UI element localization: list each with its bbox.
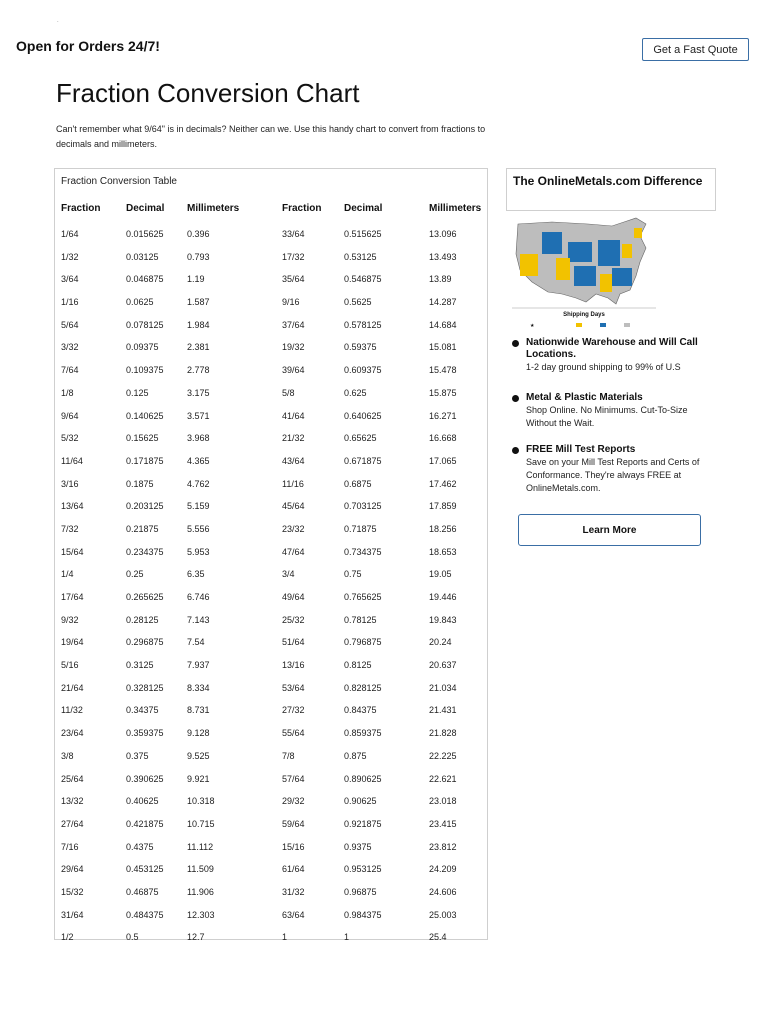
table-row	[55, 456, 487, 479]
table-cell: 0.875	[344, 750, 367, 761]
table-cell: 0.8125	[344, 660, 372, 671]
table-row	[55, 274, 487, 297]
table-cell: 17.462	[429, 478, 457, 489]
feature-desc: Shop Online. No Minimums. Cut-To-Size Without the Wait.	[526, 405, 688, 428]
table-cell: 11.112	[187, 841, 214, 852]
table-row	[55, 819, 487, 842]
table-cell: 15.875	[429, 387, 457, 398]
table-cell: 15/32	[61, 886, 84, 897]
learn-more-button[interactable]: Learn More	[518, 514, 701, 546]
table-cell: 1	[282, 932, 288, 943]
table-cell: 13/16	[282, 660, 305, 671]
table-cell: 7.143	[187, 614, 210, 625]
feature-test-reports	[512, 444, 712, 495]
table-cell: 7.54	[187, 637, 205, 648]
table-cell: 0.640625	[344, 410, 382, 421]
table-cell: 0.4375	[126, 841, 154, 852]
table-cell: 59/64	[282, 818, 305, 829]
table-cell: 23.415	[429, 818, 457, 829]
feature-materials	[512, 392, 712, 430]
table-cell: 0.375	[126, 750, 149, 761]
table-cell: 0.859375	[344, 728, 382, 739]
table-cell: 13.89	[429, 274, 452, 285]
table-cell: 0.046875	[126, 274, 164, 285]
table-cell: 0.40625	[126, 796, 159, 807]
table-row	[55, 252, 487, 275]
table-cell: 3/64	[61, 274, 79, 285]
table-cell: 2.778	[187, 365, 210, 376]
table-cell: 16.668	[429, 433, 457, 444]
table-cell: 13/32	[61, 796, 84, 807]
table-row	[55, 864, 487, 887]
feature-desc: 1-2 day ground shipping to 99% of U.S	[526, 362, 681, 372]
table-cell: 0.578125	[344, 319, 382, 330]
table-row	[55, 751, 487, 774]
table-cell: 0.265625	[126, 592, 164, 602]
table-cell: 0.734375	[344, 546, 382, 557]
table-cell: 0.793	[187, 251, 210, 262]
table-cell: 0.34375	[126, 705, 159, 716]
table-cell: 21/32	[282, 433, 305, 444]
two-day-swatch	[600, 323, 606, 327]
table-cell: 0.328125	[126, 682, 164, 693]
header-fraction-2: Fraction	[282, 203, 322, 214]
table-cell: 23/64	[61, 728, 84, 739]
table-cell: 1.587	[187, 297, 210, 308]
table-cell: 17.859	[429, 501, 457, 512]
table-cell: 3.571	[187, 410, 210, 421]
table-cell: 20.637	[429, 660, 457, 671]
table-row	[55, 796, 487, 819]
table-cell: 9.921	[187, 773, 210, 784]
table-cell: 0.59375	[344, 342, 377, 353]
table-cell: 0.546875	[344, 274, 382, 285]
table-cell: 1.19	[187, 274, 205, 285]
table-cell: 4.365	[187, 455, 210, 466]
table-cell: 45/64	[282, 501, 305, 512]
table-cell: 0.0625	[126, 297, 154, 308]
table-row	[55, 705, 487, 728]
header-decimal-2: Decimal	[344, 203, 383, 214]
table-cell: 11/64	[61, 455, 83, 466]
table-cell: 0.53125	[344, 251, 377, 262]
table-cell: 3/4	[282, 569, 295, 580]
table-cell: 27/32	[282, 705, 305, 716]
table-cell: 19/64	[61, 637, 84, 648]
table-row	[55, 320, 487, 343]
sidebar-title: The OnlineMetals.com Difference	[506, 168, 716, 211]
table-cell: 0.828125	[344, 682, 382, 693]
table-cell: 10.318	[187, 796, 215, 807]
table-cell: 15.478	[429, 365, 457, 376]
table-cell: 11.509	[187, 864, 214, 875]
table-cell: 0.765625	[344, 592, 382, 602]
table-cell: 0.09375	[126, 342, 159, 353]
table-cell: 0.296875	[126, 637, 164, 648]
table-cell: 0.6875	[344, 478, 372, 489]
table-cell: 0.515625	[344, 229, 382, 239]
feature-title: Nationwide Warehouse and Will Call Locations.	[526, 337, 698, 360]
table-cell: 24.606	[429, 886, 457, 897]
table-cell: 0.15625	[126, 433, 159, 444]
table-cell: 7/16	[61, 841, 79, 852]
table-cell: 15/16	[282, 841, 305, 852]
table-cell: 41/64	[282, 410, 305, 421]
table-cell: 23.018	[429, 796, 457, 807]
one-day-swatch	[576, 323, 582, 327]
warehouse-star-icon: ★	[530, 323, 535, 329]
table-row	[55, 433, 487, 456]
table-cell: 8.334	[187, 682, 210, 693]
table-cell: 0.421875	[126, 818, 164, 829]
bullet-dot	[512, 395, 519, 402]
table-cell: 43/64	[282, 455, 305, 466]
table-cell: 57/64	[282, 773, 305, 784]
table-cell: 31/64	[61, 909, 84, 920]
intro-text: Can't remember what 9/64" is in decimals? Neither can we. Use this handy chart to convert from fractions to decimals and millimeters.	[56, 124, 486, 149]
table-row	[55, 660, 487, 683]
table-cell: 35/64	[282, 274, 305, 285]
table-cell: 17/32	[282, 251, 305, 262]
fast-quote-button[interactable]: Get a Fast Quote	[642, 38, 749, 61]
table-cell: 18.256	[429, 523, 457, 534]
table-cell: 0.5625	[344, 297, 372, 308]
table-cell: 0.171875	[126, 455, 164, 466]
table-cell: 21.828	[429, 728, 457, 739]
table-cell: 9/16	[282, 297, 300, 308]
table-cell: 16.271	[429, 410, 457, 421]
table-cell: 19/32	[282, 342, 305, 353]
table-cell: 0.75	[344, 569, 362, 580]
table-cell: 11/32	[61, 705, 83, 716]
table-cell: 7/64	[61, 365, 79, 376]
table-cell: 11/16	[282, 478, 304, 489]
table-cell: 7/32	[61, 523, 79, 534]
header-millimeters-2: Millimeters	[429, 203, 482, 214]
table-cell: 3/32	[61, 342, 79, 353]
table-cell: 49/64	[282, 592, 305, 602]
table-cell: 27/64	[61, 818, 84, 829]
table-cell: 0.796875	[344, 637, 382, 648]
table-body	[55, 229, 487, 955]
table-cell: 0.359375	[126, 728, 164, 739]
table-cell: 24.209	[429, 864, 457, 875]
orders-banner: Open for Orders 24/7!	[16, 38, 160, 54]
feature-desc: Save on your Mill Test Reports and Certs of Conformance. They're always FREE at OnlineMetals.com.	[526, 457, 700, 493]
table-row	[55, 637, 487, 660]
table-cell: 17/64	[61, 592, 84, 602]
table-cell: 29/32	[282, 796, 305, 807]
shipping-map	[512, 214, 656, 332]
table-row	[55, 297, 487, 320]
table-cell: 0.96875	[344, 886, 377, 897]
table-cell: 9.128	[187, 728, 210, 739]
table-cell: 5.556	[187, 523, 210, 534]
table-cell: 12.303	[187, 909, 215, 920]
table-cell: 55/64	[282, 728, 305, 739]
table-row	[55, 365, 487, 388]
table-row	[55, 728, 487, 751]
table-cell: 0.21875	[126, 523, 159, 534]
table-row	[55, 229, 487, 252]
table-cell: 17.065	[429, 455, 457, 466]
table-cell: 0.921875	[344, 818, 382, 829]
table-cell: 5/32	[61, 433, 79, 444]
table-cell: 0.625	[344, 387, 367, 398]
table-cell: 5.159	[187, 501, 210, 512]
table-cell: 0.78125	[344, 614, 377, 625]
table-cell: 23.812	[429, 841, 457, 852]
feature-title: FREE Mill Test Reports	[526, 444, 636, 455]
table-cell: 25.003	[429, 909, 457, 920]
table-cell: 5/64	[61, 319, 79, 330]
bullet-dot	[512, 447, 519, 454]
table-cell: 47/64	[282, 546, 305, 557]
table-cell: 0.015625	[126, 229, 164, 239]
table-cell: 3.968	[187, 433, 210, 444]
conversion-table	[54, 168, 488, 943]
table-cell: 1/4	[61, 569, 74, 580]
table-cell: 53/64	[282, 682, 305, 693]
table-cell: 0.234375	[126, 546, 164, 557]
table-cell: 15/64	[61, 546, 84, 557]
table-cell: 39/64	[282, 365, 305, 376]
table-cell: 25/64	[61, 773, 84, 784]
table-cell: 19.05	[429, 569, 452, 580]
table-row	[55, 388, 487, 411]
table-cell: 0.46875	[126, 886, 159, 897]
header-millimeters-1: Millimeters	[187, 203, 240, 214]
table-cell: 1/64	[61, 229, 79, 239]
table-cell: 0.953125	[344, 864, 382, 875]
table-row	[55, 342, 487, 365]
table-cell: 5/8	[282, 387, 295, 398]
table-cell: 1.984	[187, 319, 210, 330]
table-cell: 0.1875	[126, 478, 154, 489]
table-cell: 22.225	[429, 750, 457, 761]
table-cell: 21/64	[61, 682, 84, 693]
table-row	[55, 615, 487, 638]
table-row	[55, 683, 487, 706]
table-cell: 14.287	[429, 297, 457, 308]
table-cell: 6.746	[187, 592, 210, 602]
table-caption: Fraction Conversion Table	[61, 176, 177, 187]
table-cell: 51/64	[282, 637, 305, 648]
map-legend	[530, 323, 630, 329]
table-cell: 13/64	[61, 501, 84, 512]
table-cell: 0.984375	[344, 909, 382, 920]
table-cell: 0.140625	[126, 410, 164, 421]
table-cell: 25.4	[429, 932, 447, 943]
table-cell: 61/64	[282, 864, 305, 875]
table-cell: 1/8	[61, 387, 74, 398]
table-cell: 21.431	[429, 705, 457, 716]
table-cell: 0.453125	[126, 864, 164, 875]
table-cell: 1/2	[61, 932, 74, 943]
table-cell: 5.953	[187, 546, 210, 557]
table-cell: 0.5	[126, 932, 139, 943]
header-decimal-1: Decimal	[126, 203, 165, 214]
table-cell: 7/8	[282, 750, 295, 761]
table-cell: 6.35	[187, 569, 205, 580]
table-cell: 0.3125	[126, 660, 154, 671]
table-cell: 15.081	[429, 342, 457, 353]
table-cell: 0.90625	[344, 796, 377, 807]
table-cell: 3/8	[61, 750, 74, 761]
table-cell: 0.078125	[126, 319, 164, 330]
table-cell: 20.24	[429, 637, 452, 648]
table-row	[55, 501, 487, 524]
table-cell: 3/16	[61, 478, 79, 489]
table-cell: 3.175	[187, 387, 210, 398]
table-cell: 0.390625	[126, 773, 164, 784]
page-dot: .	[57, 18, 59, 24]
shipping-days-heading: Shipping Days	[563, 312, 605, 318]
table-row	[55, 592, 487, 615]
table-cell: 0.65625	[344, 433, 377, 444]
table-cell: 29/64	[61, 864, 84, 875]
table-cell: 0.609375	[344, 365, 382, 376]
table-cell: 18.653	[429, 546, 457, 557]
table-cell: 4.762	[187, 478, 210, 489]
table-row	[55, 887, 487, 910]
three-day-regions	[576, 226, 606, 240]
table-cell: 22.621	[429, 773, 457, 784]
table-row	[55, 842, 487, 865]
feature-title: Metal & Plastic Materials	[526, 392, 643, 403]
table-cell: 13.096	[429, 229, 457, 239]
page-title: Fraction Conversion Chart	[56, 78, 360, 108]
table-cell: 0.25	[126, 569, 144, 580]
table-cell: 10.715	[187, 818, 215, 829]
table-cell: 0.84375	[344, 705, 377, 716]
table-cell: 0.125	[126, 387, 149, 398]
table-cell: 2.381	[187, 342, 210, 353]
table-cell: 13.493	[429, 251, 457, 262]
table-header-row	[55, 203, 487, 217]
table-cell: 19.446	[429, 592, 457, 602]
three-day-swatch	[624, 323, 630, 327]
table-cell: 0.890625	[344, 773, 382, 784]
table-cell: 0.28125	[126, 614, 159, 625]
table-cell: 0.484375	[126, 909, 164, 920]
bullet-dot	[512, 340, 519, 347]
table-cell: 8.731	[187, 705, 210, 716]
table-row	[55, 910, 487, 933]
table-cell: 1	[344, 932, 350, 943]
table-cell: 12.7	[187, 932, 205, 943]
table-cell: 31/32	[282, 886, 305, 897]
table-row	[55, 932, 487, 955]
table-cell: 63/64	[282, 909, 305, 920]
table-cell: 33/64	[282, 229, 305, 239]
table-row	[55, 411, 487, 434]
table-cell: 19.843	[429, 614, 457, 625]
table-cell: 1/32	[61, 251, 79, 262]
table-cell: 0.71875	[344, 523, 377, 534]
table-cell: 0.109375	[126, 365, 164, 376]
table-row	[55, 547, 487, 570]
table-cell: 11.906	[187, 886, 214, 897]
table-row	[55, 524, 487, 547]
table-cell: 25/32	[282, 614, 305, 625]
table-row	[55, 479, 487, 502]
table-cell: 0.671875	[344, 455, 382, 466]
table-row	[55, 774, 487, 797]
table-row	[55, 569, 487, 592]
table-cell: 21.034	[429, 682, 457, 693]
table-cell: 0.03125	[126, 251, 159, 262]
header-fraction-1: Fraction	[61, 203, 101, 214]
table-cell: 1/16	[61, 297, 79, 308]
table-cell: 0.396	[187, 229, 210, 239]
table-cell: 9.525	[187, 750, 210, 761]
table-cell: 0.9375	[344, 841, 372, 852]
table-cell: 23/32	[282, 523, 305, 534]
table-cell: 7.937	[187, 660, 210, 671]
table-cell: 9/64	[61, 410, 79, 421]
table-cell: 0.203125	[126, 501, 164, 512]
feature-warehouse	[512, 337, 712, 374]
table-cell: 0.703125	[344, 501, 382, 512]
table-cell: 9/32	[61, 614, 79, 625]
table-cell: 37/64	[282, 319, 305, 330]
table-cell: 5/16	[61, 660, 79, 671]
table-cell: 14.684	[429, 319, 457, 330]
